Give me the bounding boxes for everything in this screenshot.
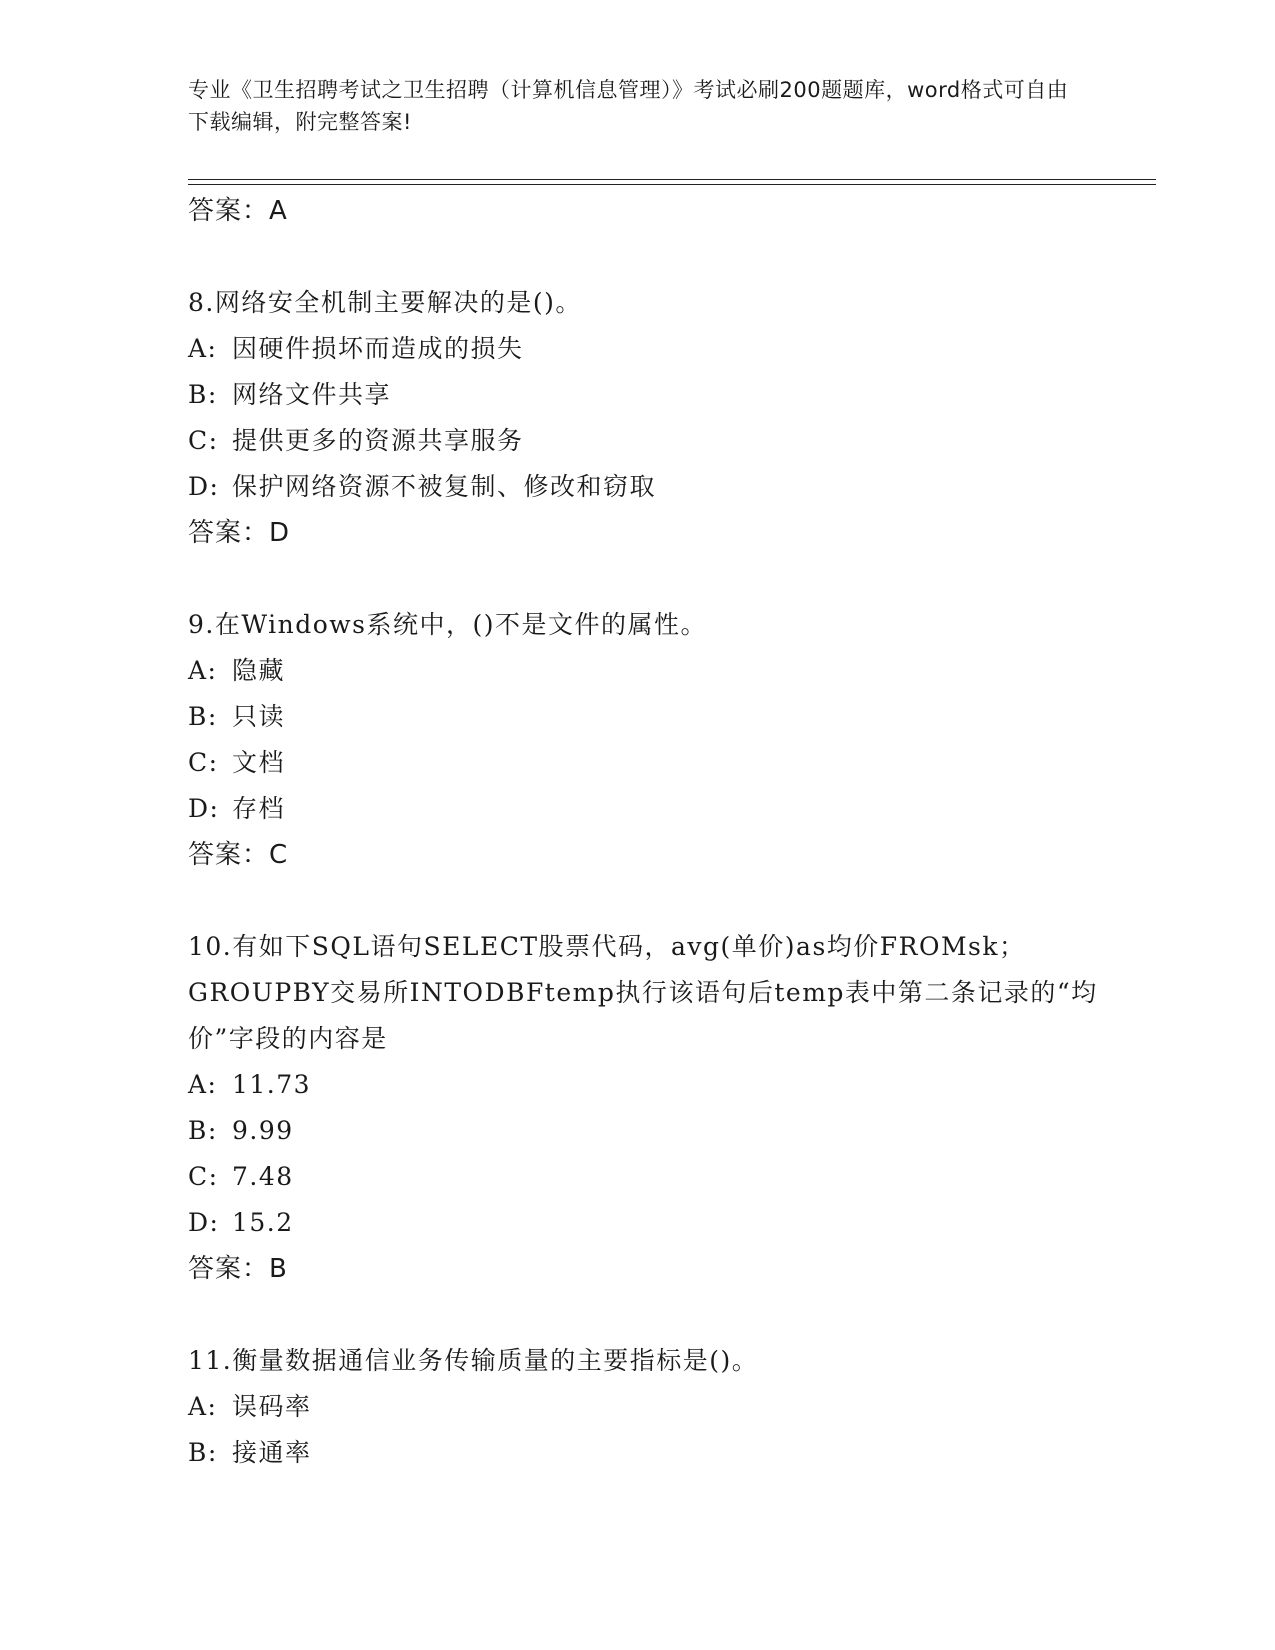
question-spacer	[188, 556, 1118, 602]
option-letter: C:	[188, 1162, 219, 1191]
option-letter: D:	[188, 472, 220, 501]
answer-line: 答案：A	[188, 196, 288, 226]
option-item	[188, 418, 1118, 464]
question-text: 11.衡量数据通信业务传输质量的主要指标是()。	[188, 1346, 759, 1375]
option-text: 11.73	[232, 1070, 312, 1099]
answer-line: 答案：D	[188, 518, 291, 548]
question-spacer	[188, 1292, 1118, 1338]
option-letter: D:	[188, 1208, 220, 1237]
option-text: 7.48	[232, 1162, 294, 1191]
option-letter: A:	[188, 656, 218, 685]
option-letter: B:	[188, 1116, 218, 1145]
option-letter: A:	[188, 1392, 218, 1421]
answer-line: 答案：C	[188, 840, 289, 870]
option-item	[188, 1430, 1118, 1476]
answer-line: 答案：B	[188, 1254, 288, 1284]
option-item	[188, 372, 1118, 418]
option-text: 因硬件损坏而造成的损失	[232, 334, 524, 363]
option-item	[188, 648, 1118, 694]
question-spacer	[188, 234, 1118, 280]
option-text: 保护网络资源不被复制、修改和窃取	[232, 472, 657, 501]
question-spacer	[188, 878, 1118, 924]
option-letter: D:	[188, 794, 220, 823]
option-item	[188, 694, 1118, 740]
option-letter: B:	[188, 1438, 218, 1467]
option-text: 只读	[232, 702, 286, 731]
option-text: 15.2	[232, 1208, 294, 1237]
option-item	[188, 464, 1118, 510]
document-body	[188, 188, 1118, 1476]
option-text: 隐藏	[232, 656, 286, 685]
question-block	[188, 1292, 1118, 1476]
option-item	[188, 1108, 1118, 1154]
question-block	[188, 556, 1118, 878]
option-item	[188, 786, 1118, 832]
option-letter: C:	[188, 748, 219, 777]
option-item	[188, 1384, 1118, 1430]
option-letter: A:	[188, 1070, 218, 1099]
option-item	[188, 1154, 1118, 1200]
question-block	[188, 878, 1118, 1292]
option-item	[188, 326, 1118, 372]
option-item	[188, 740, 1118, 786]
option-text: 9.99	[232, 1116, 294, 1145]
question-block	[188, 234, 1118, 556]
option-text: 文档	[232, 748, 286, 777]
option-letter: B:	[188, 380, 218, 409]
question-text: 9.在Windows系统中，()不是文件的属性。	[188, 610, 707, 639]
option-letter: A:	[188, 334, 218, 363]
header-rule-bottom	[188, 184, 1156, 185]
question-list	[188, 234, 1118, 1476]
page-header: 专业《卫生招聘考试之卫生招聘（计算机信息管理）》考试必刷200题题库，word格式可自由下载编辑，附完整答案!	[188, 78, 1069, 134]
option-letter: C:	[188, 426, 219, 455]
question-text: 10.有如下SQL语句SELECT股票代码，avg(单价)as均价FROMsk；GROUPBY交易所INTODBFtemp执行该语句后temp表中第二条记录的“均价”字段的内容是	[188, 932, 1098, 1053]
option-text: 误码率	[232, 1392, 312, 1421]
question-text: 8.网络安全机制主要解决的是()。	[188, 288, 582, 317]
option-text: 提供更多的资源共享服务	[232, 426, 524, 455]
option-text: 网络文件共享	[232, 380, 392, 409]
option-item	[188, 1200, 1118, 1246]
option-letter: B:	[188, 702, 218, 731]
option-text: 存档	[232, 794, 286, 823]
option-item	[188, 1062, 1118, 1108]
header-rule-top	[188, 179, 1156, 180]
option-text: 接通率	[232, 1438, 312, 1467]
